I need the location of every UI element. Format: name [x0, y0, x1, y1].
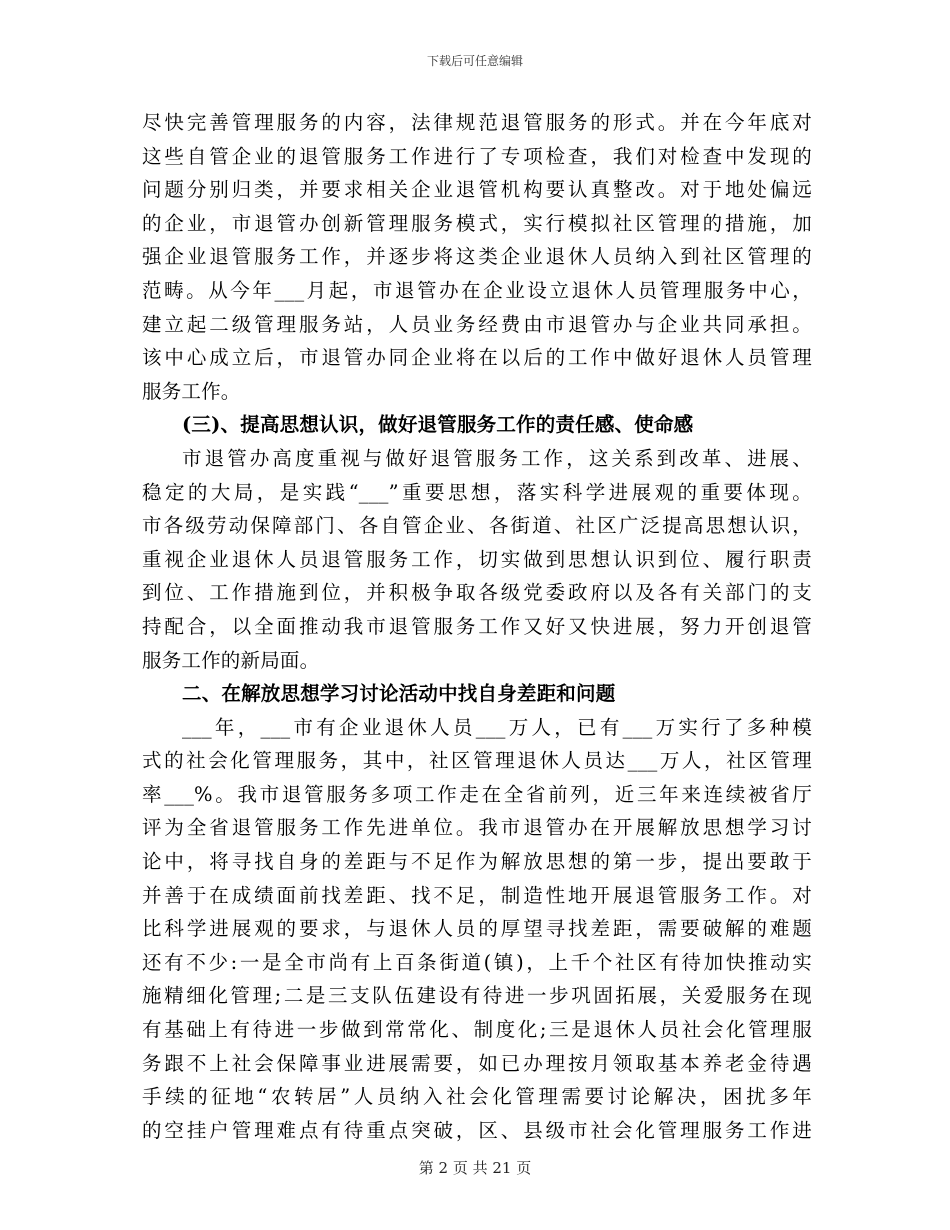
- body-line: 式的社会化管理服务，其中，社区管理退休人员达___万人，社区管理: [142, 749, 812, 773]
- body-line: 施精细化管理;二是三支队伍建设有待进一步巩固拓展，关爱服务在现: [142, 984, 812, 1008]
- body-line: 的企业，市退管办创新管理服务模式，实行模拟社区管理的措施，加: [142, 211, 812, 235]
- document-body: [142, 106, 812, 1147]
- body-line: 评为全省退管服务工作先进单位。我市退管办在开展解放思想学习讨: [142, 816, 812, 840]
- body-line: 该中心成立后，市退管办同企业将在以后的工作中做好退休人员管理: [142, 346, 812, 370]
- body-line: 服务工作的新局面。: [142, 648, 320, 672]
- body-line: 稳定的大局，是实践“___”重要思想，落实科学进展观的重要体现。: [142, 480, 812, 504]
- body-line: 率___%。我市退管服务多项工作走在全省前列，近三年来连续被省厅: [142, 782, 812, 806]
- body-line: 强企业退管服务工作，并逐步将这类企业退休人员纳入到社区管理的: [142, 245, 812, 269]
- body-line: 手续的征地“农转居”人员纳入社会化管理需要讨论解决，困扰多年: [142, 1085, 812, 1109]
- section-heading: (三)、提高思想认识，做好退管服务工作的责任感、使命感: [182, 413, 694, 437]
- page-header-note: 下载后可任意编辑: [426, 54, 523, 68]
- body-line: 论中，将寻找自身的差距与不足作为解放思想的第一步，提出要敢于: [142, 850, 812, 874]
- body-line: ___年，___市有企业退休人员___万人，已有___万实行了多种模: [182, 715, 812, 739]
- body-line: 建立起二级管理服务站，人员业务经费由市退管办与企业共同承担。: [142, 312, 812, 336]
- body-line: 持配合，以全面推动我市退管服务工作又好又快进展，努力开创退管: [142, 614, 812, 638]
- page-number-footer: 第 2 页 共 21 页: [418, 1159, 532, 1177]
- body-line: 重视企业退休人员退管服务工作，切实做到思想认识到位、履行职责: [142, 547, 812, 571]
- body-line: 范畴。从今年___月起，市退管办在企业设立退休人员管理服务中心，: [142, 278, 812, 302]
- body-line: 服务工作。: [142, 379, 241, 403]
- body-line: 问题分别归类，并要求相关企业退管机构要认真整改。对于地处偏远: [142, 178, 812, 202]
- body-line: 比科学进展观的要求，与退休人员的厚望寻找差距，需要破解的难题: [142, 917, 812, 941]
- body-line: 的空挂户管理难点有待重点突破，区、县级市社会化管理服务工作进: [142, 1118, 812, 1142]
- body-line: 这些自管企业的退管服务工作进行了专项检查，我们对检查中发现的: [142, 144, 812, 168]
- body-line: 尽快完善管理服务的内容，法律规范退管服务的形式。并在今年底对: [142, 111, 812, 134]
- body-line: 还有不少:一是全市尚有上百条街道(镇)，上千个社区有待加快推动实: [142, 950, 812, 974]
- section-heading: 二、在解放思想学习讨论活动中找自身差距和问题: [182, 682, 616, 706]
- body-line: 有基础上有待进一步做到常常化、制度化;三是退休人员社会化管理服: [142, 1018, 812, 1042]
- body-line: 并善于在成绩面前找差距、找不足，制造性地开展退管服务工作。对: [142, 883, 812, 907]
- body-line: 市退管办高度重视与做好退管服务工作，这关系到改革、进展、: [182, 446, 812, 470]
- body-line: 市各级劳动保障部门、各自管企业、各街道、社区广泛提高思想认识，: [142, 514, 812, 538]
- body-line: 到位、工作措施到位，并积极争取各级党委政府以及各有关部门的支: [142, 581, 812, 605]
- body-line: 务跟不上社会保障事业进展需要，如已办理按月领取基本养老金待遇: [142, 1051, 812, 1075]
